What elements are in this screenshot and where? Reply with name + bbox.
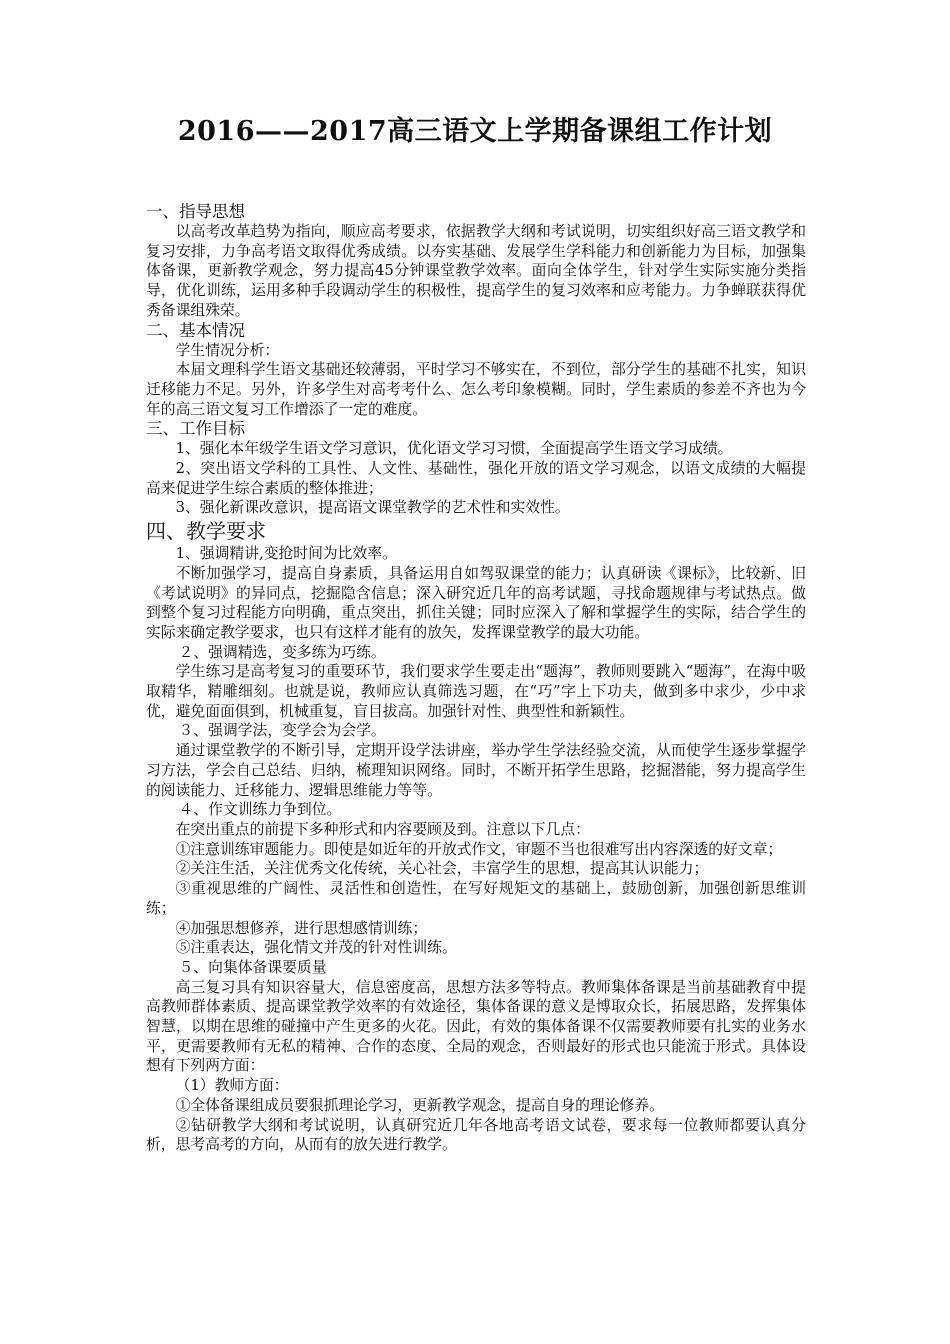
subheading: ５、向集体备课要质量 (178, 958, 327, 976)
document-body (146, 202, 806, 1155)
subheading: ４、作文训练力争到位。 (178, 801, 342, 819)
list-item: ②钻研教学大纲和考试说明，认真研究近几年各地高考语文试卷，要求每一位教师都要认真分析，思考高考的方向，从而有的放矢进行教学。 (146, 1116, 806, 1154)
list-item: ④加强思想修养，进行思想感情训练； (175, 919, 428, 937)
list-item: ⑤注重表达，强化情文并茂的针对性训练。 (175, 939, 457, 957)
page-title: 2016——2017高三语文上学期备课组工作计划 (177, 116, 773, 147)
paragraph: 学生练习是高考复习的重要环节，我们要求学生要走出“题海”，教师则要跳入“题海”，在海中吸取精华，精雕细刻。也就是说，教师应认真筛选习题，在“巧”字上下功夫，做到多中求少，少中求优，避免面面俱到，机械重复，盲目拔高。加强针对性、典型性和新颖性。 (146, 663, 806, 720)
paragraph: 在突出重点的前提下多种形式和内容要顾及到。注意以下几点： (175, 820, 590, 838)
subheading: 学生情况分析： (175, 341, 280, 359)
subheading: （1）教师方面： (175, 1077, 289, 1095)
section-heading-3: 三、工作目标 (146, 419, 245, 439)
paragraph: 高三复习具有知识容量大，信息密度高，思想方法多等特点。教师集体备课是当前基础教育中提高教师群体素质、提高课堂教学效率的有效途径，集体备课的意义是博取众长，拓展思路，发挥集体智慧，以期在思维的碰撞中产生更多的火花。因此，有效的集体备课不仅需要教师要有扎实的业务水平，更需要教师有无私的精神、合作的态度、全局的观念，否则最好的形式也只能流于形式。具体设想有下列两方面： (146, 978, 806, 1075)
list-item: 1、强化本年级学生语文学习意识，优化语文学习习惯，全面提高学生语文学习成绩。 (175, 440, 733, 458)
list-item: 2、突出语文学科的工具性、人文性、基础性，强化开放的语文学习观念，以语文成绩的大幅提高来促进学生综合素质的整体推进； (146, 460, 806, 497)
section-heading-2: 二、基本情况 (146, 320, 245, 340)
paragraph: 本届文理科学生语文基础还较薄弱，平时学习不够实在，不到位，部分学生的基础不扎实，知识迁移能力不足。另外，许多学生对高考考什么、怎么考印象模糊。同时，学生素质的参差不齐也为今年的高三语文复习工作增添了一定的难度。 (146, 361, 806, 418)
subheading: ２、强调精选，变多练为巧练。 (178, 643, 386, 661)
list-item: ①注意训练审题能力。即使是如近年的开放式作文，审题不当也很难写出内容深透的好文章； (175, 840, 783, 858)
subheading: ３、强调学法，变学会为会学。 (178, 722, 386, 740)
list-item: ③重视思维的广阔性、灵活性和创造性，在写好规矩文的基础上，鼓励创新，加强创新思维训练； (146, 880, 806, 917)
subheading: 1、强调精讲,变抢时间为比效率。 (175, 545, 397, 563)
section-heading-4: 四、教学要求 (146, 519, 266, 544)
list-item: ①全体备课组成员要狠抓理论学习，更新教学观念，提高自身的理论修养。 (175, 1096, 664, 1114)
section-heading-1: 一、指导思想 (146, 202, 245, 221)
paragraph: 不断加强学习，提高自身素质，具备运用自如驾驭课堂的能力；认真研读《课标》，比较新、旧《考试说明》的异同点，挖掘隐含信息；深入研究近几年的高考试题，寻找命题规律与考试热点。做到整个复习过程能方向明确，重点突出，抓住关键；同时应深入了解和掌握学生的实际，结合学生的实际来确定教学要求，也只有这样才能有的放矢，发挥课堂教学的最大功能。 (146, 564, 806, 641)
list-item: 3、强化新课改意识，提高语文课堂教学的艺术性和实效性。 (175, 499, 570, 517)
paragraph: 以高考改革趋势为指向，顺应高考要求，依据教学大纲和考试说明，切实组织好高三语文教学和复习安排，力争高考语文取得优秀成绩。以夯实基础、发展学生学科能力和创新能力为目标，加强集体备课，更新教学观念，努力提高45分钟课堂教学效率。面向全体学生，针对学生实际实施分类指导，优化训练，运用多种手段调动学生的积极性，提高学生的复习效率和应考能力。力争蝉联获得优秀备课组殊荣。 (146, 223, 806, 319)
paragraph: 通过课堂教学的不断引导，定期开设学法讲座，举办学生学法经验交流，从而使学生逐步掌握学习方法，学会自己总结、归纳，梳理知识网络。同时，不断开拓学生思路，挖掘潜能，努力提高学生的阅读能力、迁移能力、逻辑思维能力等等。 (146, 742, 806, 799)
list-item: ②关注生活，关注优秀文化传统，关心社会，丰富学生的思想，提高其认识能力； (175, 860, 709, 878)
